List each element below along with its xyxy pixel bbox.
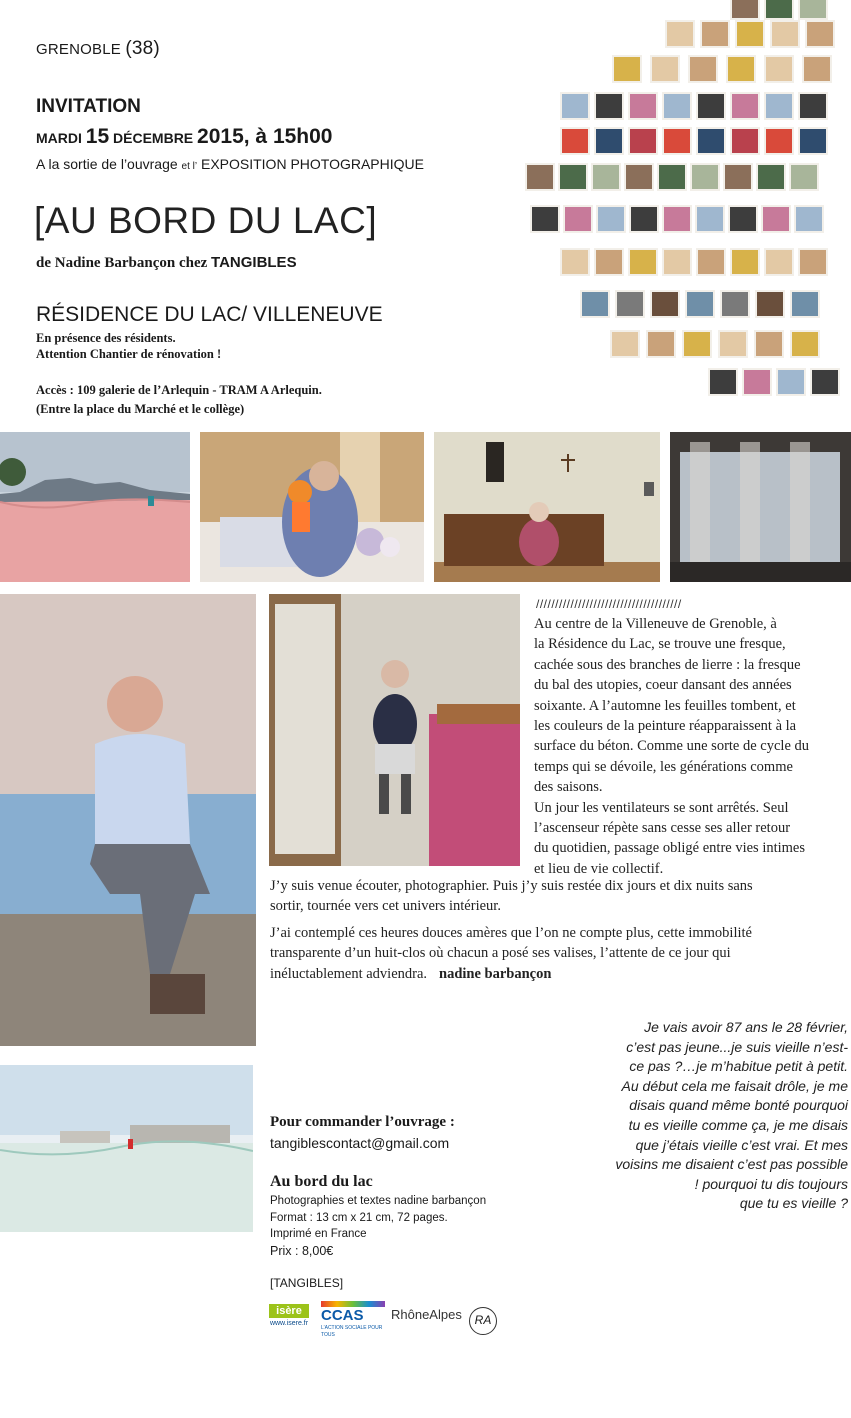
collage-photo <box>742 368 772 396</box>
date-number: 15 <box>85 125 110 148</box>
collage-photo <box>662 92 692 120</box>
collage-photo <box>560 248 590 276</box>
story-p1-line: temps qui se dévoile, les générations comme <box>534 758 793 775</box>
collage-photo <box>624 163 654 191</box>
collage-photo <box>662 248 692 276</box>
quote-line: voisins me disaient c’est pas possible <box>615 1156 848 1173</box>
collage-photo <box>730 0 760 20</box>
isere-logo-text: isère <box>269 1304 309 1318</box>
photo-woman-doll <box>200 432 424 582</box>
event-description <box>36 156 424 172</box>
photo-laundry-buildings <box>0 1065 253 1232</box>
collage-photo <box>790 290 820 318</box>
collage-photo <box>612 55 642 83</box>
exhibition-text: EXPOSITION PHOTOGRAPHIQUE <box>200 156 424 172</box>
quote-line: disais quand même bonté pourquoi <box>629 1097 848 1114</box>
quote-line: tu es vieille comme ça, je me disais <box>628 1116 848 1133</box>
product-printing: Imprimé en France <box>270 1228 367 1240</box>
collage-photo <box>810 368 840 396</box>
collage-photo <box>682 330 712 358</box>
product-format: Format : 13 cm x 21 cm, 72 pages. <box>270 1212 448 1224</box>
access-directions: (Entre la place du Marché et le collège) <box>36 402 245 416</box>
collage-photo <box>563 205 593 233</box>
access-info: Accès : 109 galerie de l’Arlequin - TRAM A Arlequin. <box>36 383 322 397</box>
venue-name: RÉSIDENCE DU LAC/ VILLENEUVE <box>36 303 383 326</box>
collage-photo <box>730 127 760 155</box>
story-paragraph-1 <box>534 614 851 879</box>
story-p1-line: soixante. A l’automne les feuilles tombent, et <box>534 697 796 714</box>
collage-photo <box>650 55 680 83</box>
collage-photo <box>596 205 626 233</box>
photo-window-curtains <box>670 432 851 582</box>
collage-photo <box>530 205 560 233</box>
product-price: Prix : 8,00€ <box>270 1244 334 1258</box>
story-paragraph-2 <box>270 876 840 917</box>
collage-photo <box>723 163 753 191</box>
collage-photo <box>764 92 794 120</box>
launch-text: A la sortie de l’ouvrage <box>36 156 178 172</box>
collage-photo <box>798 92 828 120</box>
collage-photo <box>789 163 819 191</box>
city-name: GRENOBLE <box>36 41 121 58</box>
collage-photo <box>685 290 715 318</box>
isere-logo-url: www.isere.fr <box>269 1320 309 1327</box>
collage-photo <box>662 205 692 233</box>
collage-photo <box>754 330 784 358</box>
collage-photo <box>665 20 695 48</box>
story-p1-line: la Résidence du Lac, se trouve une fresque, <box>534 636 786 653</box>
photo-elderly-man <box>0 594 256 1046</box>
story-p3-line: J’ai contemplé ces heures douces amères que l’on ne compte plus, cette immobilité <box>270 925 752 941</box>
collage-photo <box>688 55 718 83</box>
photo-woman-desk <box>434 432 660 582</box>
collage-photo <box>594 92 624 120</box>
author-signature: nadine barbançon <box>439 965 552 982</box>
collage-photo <box>560 92 590 120</box>
story-p1-line: du quotidien, passage obligé entre vies intimes <box>534 840 806 857</box>
date-day: MARDI <box>36 130 82 146</box>
story-p3-line: transparente d’un huit-clos où chacun a posé ses valises, l’attente de ce jour qui <box>270 945 731 962</box>
story-p1-line: des saisons. <box>534 779 603 796</box>
collage-photo <box>708 368 738 396</box>
quote-line: que j’étais vieille c’est vrai. Et mes <box>635 1136 848 1153</box>
story-p1-line: Un jour les ventilateurs se sont arrêtés. Seul <box>534 799 789 816</box>
collage-photo <box>690 163 720 191</box>
collage-photo <box>657 163 687 191</box>
collage-photo <box>798 0 828 20</box>
publisher-name: [TANGIBLES] <box>270 1276 344 1290</box>
story-p1-line: les couleurs de la peinture réapparaissent à la <box>534 718 797 735</box>
decorative-slashes: ////////////////////////////////////// <box>536 597 682 611</box>
collage-photo <box>726 55 756 83</box>
collage-photo <box>764 0 794 20</box>
collage-photo <box>615 290 645 318</box>
rhone-alpes-logo: RhôneAlpes <box>391 1307 462 1322</box>
story-p1-line: Au centre de la Villeneuve de Grenoble, à <box>534 616 777 632</box>
product-title: Au bord du lac <box>270 1173 373 1190</box>
collage-photo <box>594 248 624 276</box>
story-p3-last-text: inéluctablement adviendra. <box>270 965 428 982</box>
byline-author: de Nadine Barbançon chez <box>36 255 208 271</box>
collage-photo <box>696 127 726 155</box>
story-p1-line: et lieu de vie collectif. <box>534 860 664 877</box>
order-email-link[interactable]: tangiblescontact@gmail.com <box>270 1135 450 1151</box>
collage-photo <box>696 92 726 120</box>
collage-photo <box>790 330 820 358</box>
date-month: DÉCEMBRE <box>113 130 194 146</box>
collage-photo <box>798 248 828 276</box>
photo-collage <box>520 0 851 420</box>
quote-line: Je vais avoir 87 ans le 28 février, <box>644 1019 848 1035</box>
collage-photo <box>735 20 765 48</box>
collage-photo <box>628 92 658 120</box>
quote-line: que tu es vieille ? <box>739 1195 848 1212</box>
collage-photo <box>720 290 750 318</box>
story-p1-line: surface du béton. Comme une sorte de cycle du <box>534 738 810 755</box>
date-year-time: 2015, à 15h00 <box>197 125 333 148</box>
collage-photo <box>764 248 794 276</box>
city-line <box>36 38 160 60</box>
collage-photo <box>591 163 621 191</box>
collage-photo <box>695 205 725 233</box>
collage-photo <box>610 330 640 358</box>
order-heading: Pour commander l’ouvrage : <box>270 1114 455 1130</box>
resident-quote <box>580 1018 848 1214</box>
collage-photo <box>728 205 758 233</box>
invitation-heading: INVITATION <box>36 96 141 117</box>
collage-photo <box>761 205 791 233</box>
collage-photo <box>730 92 760 120</box>
collage-photo <box>764 55 794 83</box>
quote-line: ce pas ?…je m’habitue petit à petit. <box>629 1058 848 1075</box>
byline-publisher: TANGIBLES <box>211 254 297 271</box>
quote-line: ! pourquoi tu dis toujours <box>694 1175 848 1192</box>
ccas-logo <box>321 1301 385 1338</box>
collage-photo <box>650 290 680 318</box>
story-p2-line: J’y suis venue écouter, photographier. Puis j’y suis restée dix jours et dix nuits sans <box>270 878 753 894</box>
byline <box>36 254 297 272</box>
quote-line: c’est pas jeune...je suis vieille n’est- <box>626 1038 848 1055</box>
collage-photo <box>580 290 610 318</box>
book-title: [AU BORD DU LAC] <box>34 200 378 241</box>
collage-photo <box>628 248 658 276</box>
department-number: (38) <box>125 38 160 59</box>
collage-photo <box>628 127 658 155</box>
collage-photo <box>798 127 828 155</box>
story-p2-line: sortir, tournée vers cet univers intérieur. <box>270 898 501 915</box>
collage-photo <box>764 127 794 155</box>
collage-photo <box>594 127 624 155</box>
collage-photo <box>755 290 785 318</box>
ra-circle-logo: RA <box>469 1307 497 1335</box>
note-residents: En présence des résidents. <box>36 331 176 345</box>
story-p3-line <box>270 964 840 984</box>
collage-photo <box>629 205 659 233</box>
collage-photo <box>560 127 590 155</box>
story-p1-line: du bal des utopies, coeur dansant des années <box>534 677 792 694</box>
collage-photo <box>805 20 835 48</box>
collage-photo <box>756 163 786 191</box>
collage-photo <box>776 368 806 396</box>
photo-woman-bed-mirror <box>269 594 520 866</box>
collage-photo <box>525 163 555 191</box>
collage-photo <box>696 248 726 276</box>
collage-photo <box>718 330 748 358</box>
collage-photo <box>646 330 676 358</box>
collage-photo <box>802 55 832 83</box>
collage-photo <box>730 248 760 276</box>
note-works: Attention Chantier de rénovation ! <box>36 347 222 361</box>
isere-logo <box>269 1304 309 1332</box>
photo-mountain-sheet <box>0 432 190 582</box>
collage-photo <box>700 20 730 48</box>
collage-photo <box>794 205 824 233</box>
collage-photo <box>558 163 588 191</box>
story-p1-line: l’ascenseur répète sans cesse ses aller retour <box>534 820 791 837</box>
quote-line: Au début cela me faisait drôle, je me <box>621 1077 848 1094</box>
collage-photo <box>662 127 692 155</box>
story-paragraph-3 <box>270 923 840 984</box>
ccas-logo-tagline: L’ACTION SOCIALE POUR TOUS <box>321 1325 383 1338</box>
collage-photo <box>770 20 800 48</box>
event-date <box>36 125 333 149</box>
ccas-logo-text: CCAS <box>321 1307 364 1324</box>
launch-conj: et l’ <box>181 161 198 172</box>
product-credits: Photographies et textes nadine barbançon <box>270 1195 487 1207</box>
story-p1-line: cachée sous des branches de lierre : la fresque <box>534 656 801 673</box>
